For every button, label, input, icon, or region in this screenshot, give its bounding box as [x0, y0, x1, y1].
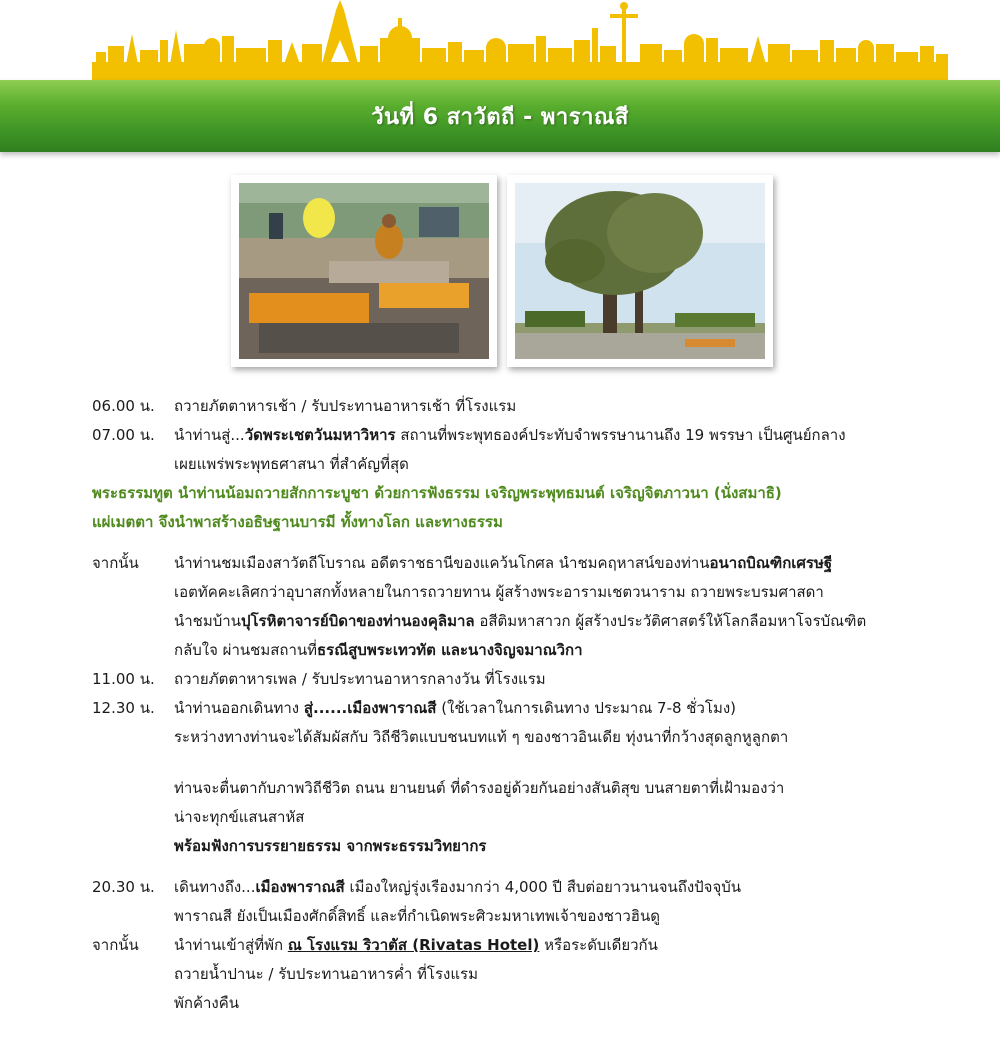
schedule-row-2030 [92, 873, 972, 931]
time-label: 11.00 น. [92, 670, 155, 688]
schedule-text: ถวายภัตตาหารเพล / รับประทานอาหารกลางวัน ที่โรงแรม [174, 670, 546, 688]
highlight-text: ธรณีสูบพระเทวทัต และนางจิญจมาณวิกา [317, 641, 583, 659]
photo-tree [507, 175, 773, 367]
schedule-text: นำท่านสู่...วัดพระเชตวันมหาวิหาร สถานที่พระพุทธองค์ประทับจำพรรษานานถึง 19 พรรษา เป็นศูนย์กลาง [174, 426, 846, 444]
day-title-banner [0, 80, 1000, 152]
schedule-text: กลับใจ ผ่านชมสถานที่ธรณีสูบพระเทวทัต และนางจิญจมาณวิกา [174, 641, 583, 659]
time-label: 06.00 น. [92, 397, 155, 415]
schedule-text: พาราณสี ยังเป็นเมืองศักดิ์สิทธิ์ และที่กำเนิดพระศิวะมหาเทพเจ้าของชาวฮินดู [174, 907, 660, 925]
time-label: 12.30 น. [92, 699, 155, 717]
time-label: 20.30 น. [92, 878, 155, 896]
time-label: จากนั้น [92, 936, 139, 954]
page-title: วันที่ 6 สาวัตถี - พาราณสี [371, 104, 629, 130]
city-skyline-decoration [0, 0, 1000, 82]
schedule-row-1230 [92, 694, 972, 861]
schedule-text: พักค้างคืน [174, 994, 240, 1012]
schedule-text: ถวายภัตตาหารเช้า / รับประทานอาหารเช้า ที่โรงแรม [174, 397, 517, 415]
schedule-row-then-1 [92, 549, 972, 665]
highlight-text: พร้อมฟังการบรรยายธรรม จากพระธรรมวิทยากร [174, 837, 487, 855]
hotel-name: ณ โรงแรม ริวาตัส (Rivatas Hotel) [287, 936, 540, 954]
highlight-text: วัดพระเชตวันมหาวิหาร [244, 426, 396, 444]
itinerary [92, 392, 972, 1018]
schedule-row-1100 [92, 665, 972, 694]
highlight-text: สู่......เมืองพาราณสี [303, 699, 437, 717]
schedule-text: เอตทัคคะเลิศกว่าอุบาสกทั้งหลายในการถวายทาน ผู้สร้างพระอารามเชตวนาราม ถวายพระบรมศาสดา [174, 583, 824, 601]
schedule-row-0600 [92, 392, 972, 421]
time-label: จากนั้น [92, 554, 139, 572]
schedule-text: น่าจะทุกข์แสนสาหัส [174, 808, 305, 826]
schedule-text: ท่านจะตื่นตากับภาพวิถีชีวิต ถนน ยานยนต์ ที่ดำรงอยู่ด้วยกันอย่างสันติสุข บนสายตาที่เฝ้ามองว่า [174, 779, 785, 797]
time-label: 07.00 น. [92, 426, 155, 444]
highlight-text: อนาถบิณฑิกเศรษฐี [709, 554, 833, 572]
schedule-text: เดินทางถึง...เมืองพาราณสี เมืองใหญ่รุ่งเรืองมากว่า 4,000 ปี สืบต่อยาวนานจนถึงปัจจุบัน [174, 878, 742, 896]
schedule-row-then-2 [92, 931, 972, 1018]
schedule-text: นำท่านชมเมืองสาวัตถีโบราณ อดีตราชธานีของแคว้นโกศล นำชมคฤหาสน์ของท่านอนาถบิณฑิกเศรษฐี [174, 554, 833, 572]
schedule-text: เผยแพร่พระพุทธศาสนา ที่สำคัญที่สุด [174, 455, 409, 473]
schedule-text: นำท่านเข้าสู่ที่พัก ณ โรงแรม ริวาตัส (Rivatas Hotel) หรือระดับเดียวกัน [174, 936, 658, 954]
schedule-text: ถวายน้ำปานะ / รับประทานอาหารค่ำ ที่โรงแรม [174, 965, 478, 983]
schedule-text: นำท่านออกเดินทาง สู่......เมืองพาราณสี (ใช้เวลาในการเดินทาง ประมาณ 7-8 ชั่วโมง) [174, 699, 737, 717]
highlight-text: เมืองพาราณสี [255, 878, 345, 896]
photo-ceremony [231, 175, 497, 367]
schedule-text: นำชมบ้านปุโรหิตาจารย์บิดาของท่านองคุลิมาล อสีติมหาสาวก ผู้สร้างประวัติศาสตร์ให้โลกลือมหาโจรบัณฑิต [174, 612, 867, 630]
schedule-row-0700 [92, 421, 972, 479]
highlight-green-text: แผ่เมตตา จึงนำพาสร้างอธิษฐานบารมี ทั้งทางโลก และทางธรรม [92, 513, 503, 531]
schedule-text: ระหว่างทางท่านจะได้สัมผัสกับ วิถีชีวิตแบบชนบทแท้ ๆ ของชาวอินเดีย ทุ่งนาที่กว้างสุดลูกหูลูกตา [174, 728, 789, 746]
highlight-text: ปุโรหิตาจารย์บิดาของท่านองคุลิมาล [240, 612, 475, 630]
highlight-green-text: พระธรรมทูต นำท่านน้อมถวายสักการะบูชา ด้วยการฟังธรรม เจริญพระพุทธมนต์ เจริญจิตภาวนา (นั่งสมาธิ) [92, 484, 782, 502]
